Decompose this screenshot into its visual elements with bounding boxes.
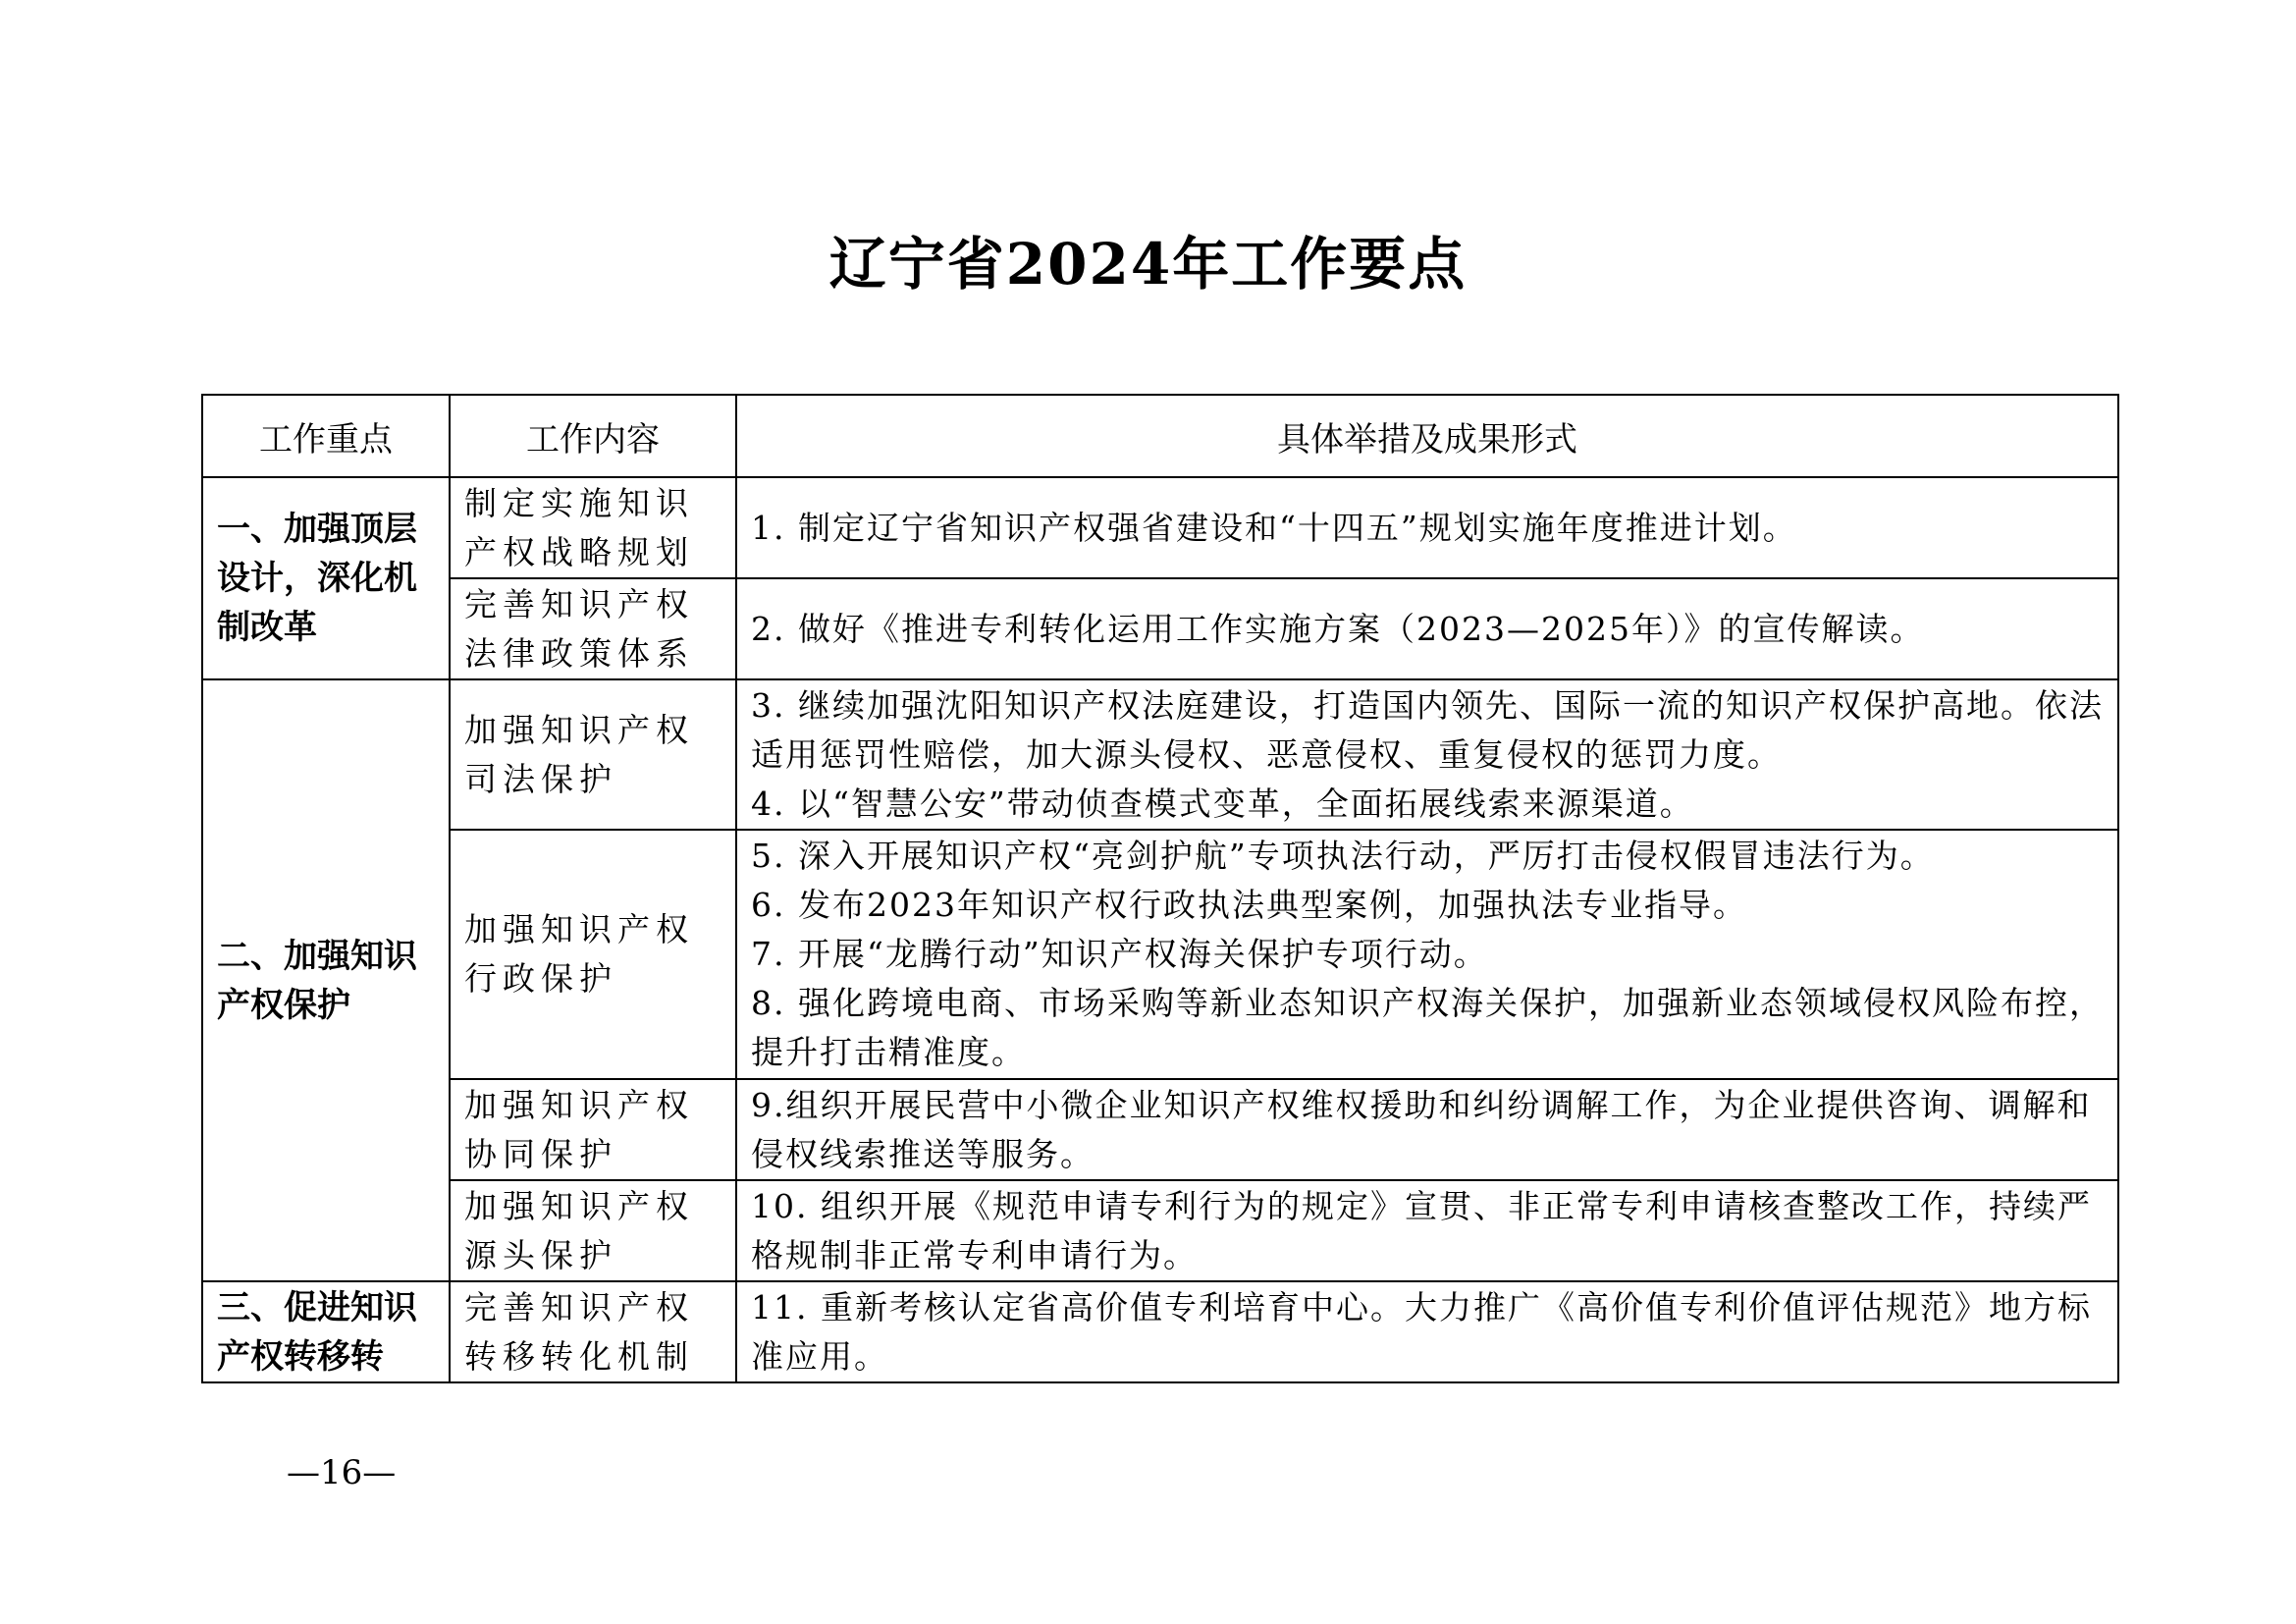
measure-cell xyxy=(736,578,2118,679)
measure-item: 9.组织开展民营中小微企业知识产权维权援助和纠纷调解工作，为企业提供咨询、调解和侵权线索推送等服务。 xyxy=(751,1085,2092,1173)
page-title: 辽宁省2024年工作要点 xyxy=(828,231,1468,298)
header-measures: 具体举措及成果形式 xyxy=(736,395,2118,477)
measure-item: 11. 重新考核认定省高价值专利培育中心。大力推广《高价值专利价值评估规范》地方标准应用。 xyxy=(751,1287,2092,1376)
measure-cell xyxy=(736,1180,2118,1281)
measure-cell xyxy=(736,477,2118,578)
measure-item: 2. 做好《推进专利转化运用工作实施方案（2023—2025年）》的宣传解读。 xyxy=(751,609,1925,648)
content-cell: 完善知识产权法律政策体系 xyxy=(450,578,736,679)
work-plan-table xyxy=(201,394,2119,1383)
measure-item: 4. 以“智慧公安”带动侦查模式变革，全面拓展线索来源渠道。 xyxy=(751,784,1694,823)
page-number: —16— xyxy=(287,1453,397,1492)
measure-cell xyxy=(736,1281,2118,1382)
header-focus: 工作重点 xyxy=(202,395,450,477)
content-cell: 完善知识产权转移转化机制 xyxy=(450,1281,736,1382)
focus-cell-1: 一、加强顶层设计，深化机制改革 xyxy=(202,477,450,679)
focus-cell-2: 二、加强知识产权保护 xyxy=(202,679,450,1281)
measure-item: 6. 发布2023年知识产权行政执法典型案例，加强执法专业指导。 xyxy=(751,886,1747,924)
table-row xyxy=(202,578,2118,679)
measure-cell xyxy=(736,679,2118,830)
table-header-row xyxy=(202,395,2118,477)
content-cell: 加强知识产权协同保护 xyxy=(450,1079,736,1180)
table-row xyxy=(202,1180,2118,1281)
table-row xyxy=(202,830,2118,1079)
table-row xyxy=(202,679,2118,830)
measure-item: 8. 强化跨境电商、市场采购等新业态知识产权海关保护，加强新业态领域侵权风险布控，提升打击精准度。 xyxy=(751,984,2104,1071)
content-cell: 加强知识产权源头保护 xyxy=(450,1180,736,1281)
measure-item: 10. 组织开展《规范申请专利行为的规定》宣贯、非正常专利申请核查整改工作，持续严格规制非正常专利申请行为。 xyxy=(751,1186,2092,1274)
content-cell: 加强知识产权行政保护 xyxy=(450,830,736,1079)
measure-item: 7. 开展“龙腾行动”知识产权海关保护专项行动。 xyxy=(751,935,1488,973)
focus-cell-3: 三、促进知识产权转移转 xyxy=(202,1281,450,1382)
measure-cell xyxy=(736,1079,2118,1180)
table-row xyxy=(202,1281,2118,1382)
content-cell: 制定实施知识产权战略规划 xyxy=(450,477,736,578)
measure-cell xyxy=(736,830,2118,1079)
header-content: 工作内容 xyxy=(450,395,736,477)
measure-item: 5. 深入开展知识产权“亮剑护航”专项执法行动，严厉打击侵权假冒违法行为。 xyxy=(751,837,1935,875)
table-row xyxy=(202,1079,2118,1180)
content-cell: 加强知识产权司法保护 xyxy=(450,679,736,830)
measure-item: 1. 制定辽宁省知识产权强省建设和“十四五”规划实施年度推进计划。 xyxy=(751,508,1797,547)
table-row xyxy=(202,477,2118,578)
measure-item: 3. 继续加强沈阳知识产权法庭建设，打造国内领先、国际一流的知识产权保护高地。依法适用惩罚性赔偿，加大源头侵权、恶意侵权、重复侵权的惩罚力度。 xyxy=(751,685,2104,774)
